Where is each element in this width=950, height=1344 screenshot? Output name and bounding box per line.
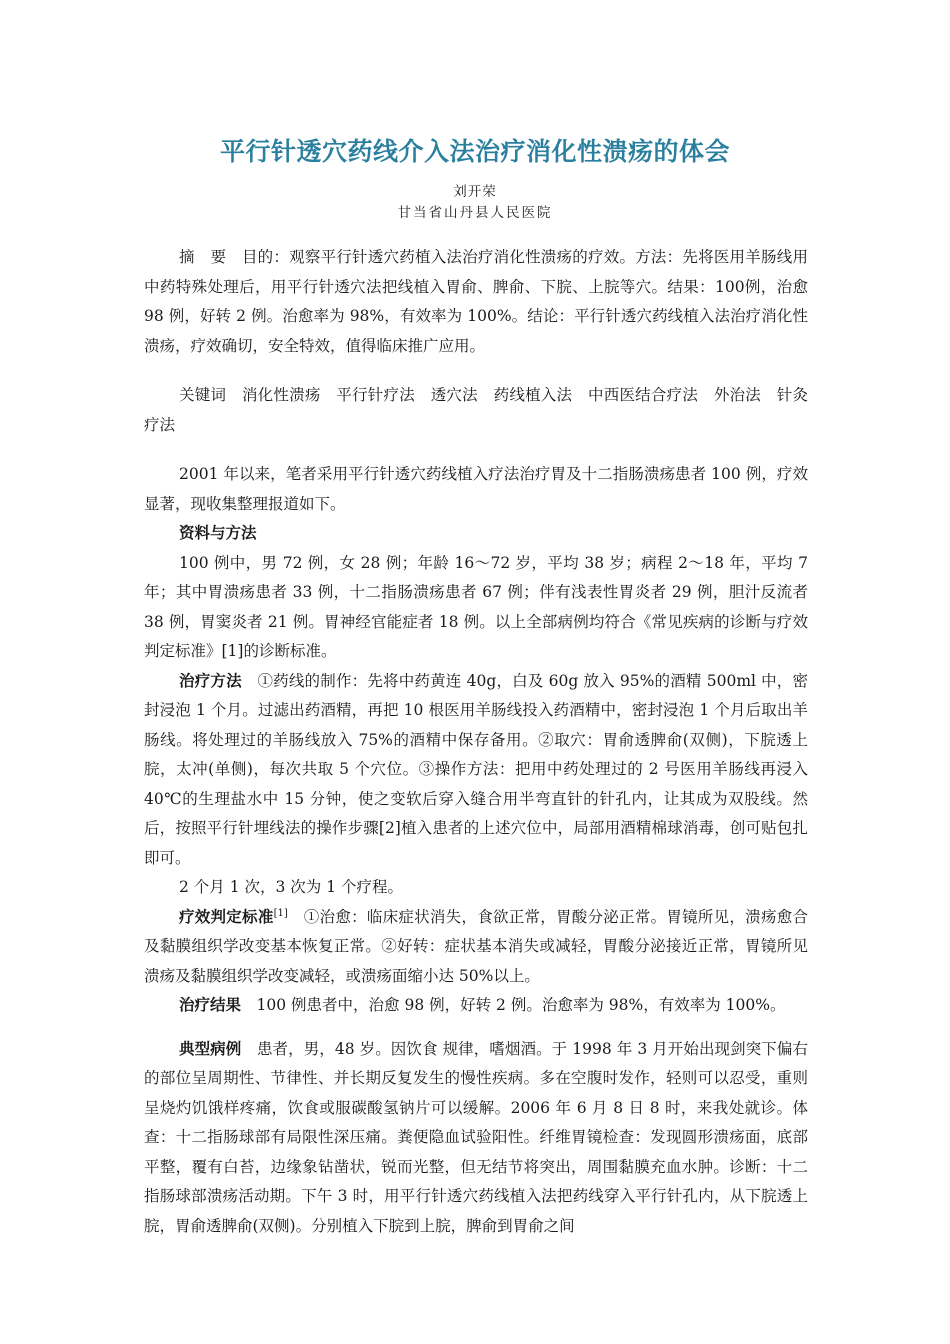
keywords-section	[144, 381, 808, 440]
materials-paragraph: 100 例中，男 72 例，女 28 例；年龄 16～72 岁，平均 38 岁；病程 2～18 年，平均 7 年；其中胃溃疡患者 33 例，十二指肠溃疡患者 67 例；伴有浅表性胃炎者 29 例，胆汁反流者 38 例，胃窦炎者 21 例。胃神经官能症者 18 例。以上全部病例均符合《常见疾病的诊断与疗效判定标准》[1]的诊断标准。	[144, 553, 808, 660]
abstract-paragraph	[144, 243, 808, 361]
author-name: 刘开荣	[453, 184, 497, 200]
article-title: 平行针透穴药线介入法治疗消化性溃疡的体会	[219, 137, 730, 166]
treatment-heading: 治疗方法	[179, 671, 242, 690]
abstract-section	[144, 243, 808, 361]
criteria-heading: 疗效判定标准	[179, 907, 274, 926]
case-paragraph	[144, 1035, 808, 1242]
keywords-text: 消化性溃疡 平行针疗法 透穴法 药线植入法 中西医结合疗法 外治法 针灸疗法	[144, 386, 808, 434]
results-paragraph	[144, 991, 808, 1021]
section-gap	[144, 1021, 808, 1035]
criteria-text: ①治愈：临床症状消失，食欲正常，胃酸分泌正常。胃镜所见，溃疡愈合及黏膜组织学改变基本恢复正常。②好转：症状基本消失或减轻，胃酸分泌接近正常，胃镜所见溃疡及黏膜组织学改变减轻，或溃疡面缩小达 50%以上。	[144, 907, 808, 985]
materials-heading: 资料与方法	[179, 524, 257, 542]
case-heading: 典型病例	[179, 1039, 242, 1058]
treatment-text: ①药线的制作：先将中药黄连 40g，白及 60g 放入 95%的酒精 500ml 中，密封浸泡 1 个月。过滤出药酒精，再把 10 根医用羊肠线投入药酒精中，密封浸泡 1 个月后取出羊肠线。将处理过的羊肠线放入 75%的酒精中保存备用。②取穴：胃俞透脾俞(双侧)，下脘透上脘，太冲(单侧)，每次共取 5 个穴位。③操作方法：把用中药处理过的 2 号医用羊肠线再浸入 40℃的生理盐水中 15 分钟，使之变软后穿入缝合用半弯直针的针孔内，让其成为双股线。然后，按照平行针埋线法的操作步骤[2]植入患者的上述穴位中，局部用酒精棉球消毒，创可贴包扎即可。	[144, 671, 808, 867]
abstract-text: 目的：观察平行针透穴药植入法治疗消化性溃疡的疗效。方法：先将医用羊肠线用中药特殊处理后，用平行针透穴法把线植入胃俞、脾俞、下脘、上脘等穴。结果：100例，治愈 98 例，好转 2 例。治愈率为 98%，有效率为 100%。结论：平行针透穴药线植入法治疗消化性溃疡，疗效确切，安全特效，值得临床推广应用。	[144, 248, 808, 355]
keywords-paragraph	[144, 381, 808, 440]
article-body	[144, 460, 808, 1241]
course-paragraph: 2 个月 1 次，3 次为 1 个疗程。	[179, 878, 404, 896]
treatment-paragraph	[144, 667, 808, 874]
abstract-label: 摘 要	[179, 248, 227, 266]
case-text: 患者，男，48 岁。因饮食 规律，嗜烟酒。于 1998 年 3 月开始出现剑突下偏右的部位呈周期性、节律性、并长期反复发生的慢性疾病。多在空腹时发作，轻则可以忍受，重则呈烧灼饥饿样疼痛，饮食或服碳酸氢钠片可以缓解。2006 年 6 月 8 日 8 时，来我处就诊。体查：十二指肠球部有局限性深压痛。粪便隐血试验阳性。纤维胃镜检查：发现圆形溃疡面，底部平整，覆有白苔，边缘象钻凿状，锐而光整，但无结节将突出，周围黏膜充血水肿。诊断：十二指肠球部溃疡活动期。下午 3 时，用平行针透穴药线植入法把药线穿入平行针孔内，从下脘透上脘，胃俞透脾俞(双侧)。分别植入下脘到上脘，脾俞到胃俞之间	[144, 1039, 808, 1235]
results-text: 100 例患者中，治愈 98 例，好转 2 例。治愈率为 98%，有效率为 100%。	[256, 996, 786, 1014]
author-affiliation: 甘当省山丹县人民医院	[397, 205, 553, 221]
keywords-label: 关键词	[179, 386, 227, 404]
intro-paragraph: 2001 年以来，笔者采用平行针透穴药线植入疗法治疗胃及十二指肠溃疡患者 100 例，疗效显著，现收集整理报道如下。	[144, 465, 808, 513]
results-heading: 治疗结果	[179, 996, 242, 1014]
criteria-paragraph	[144, 903, 808, 992]
criteria-reference: [1]	[273, 907, 288, 919]
